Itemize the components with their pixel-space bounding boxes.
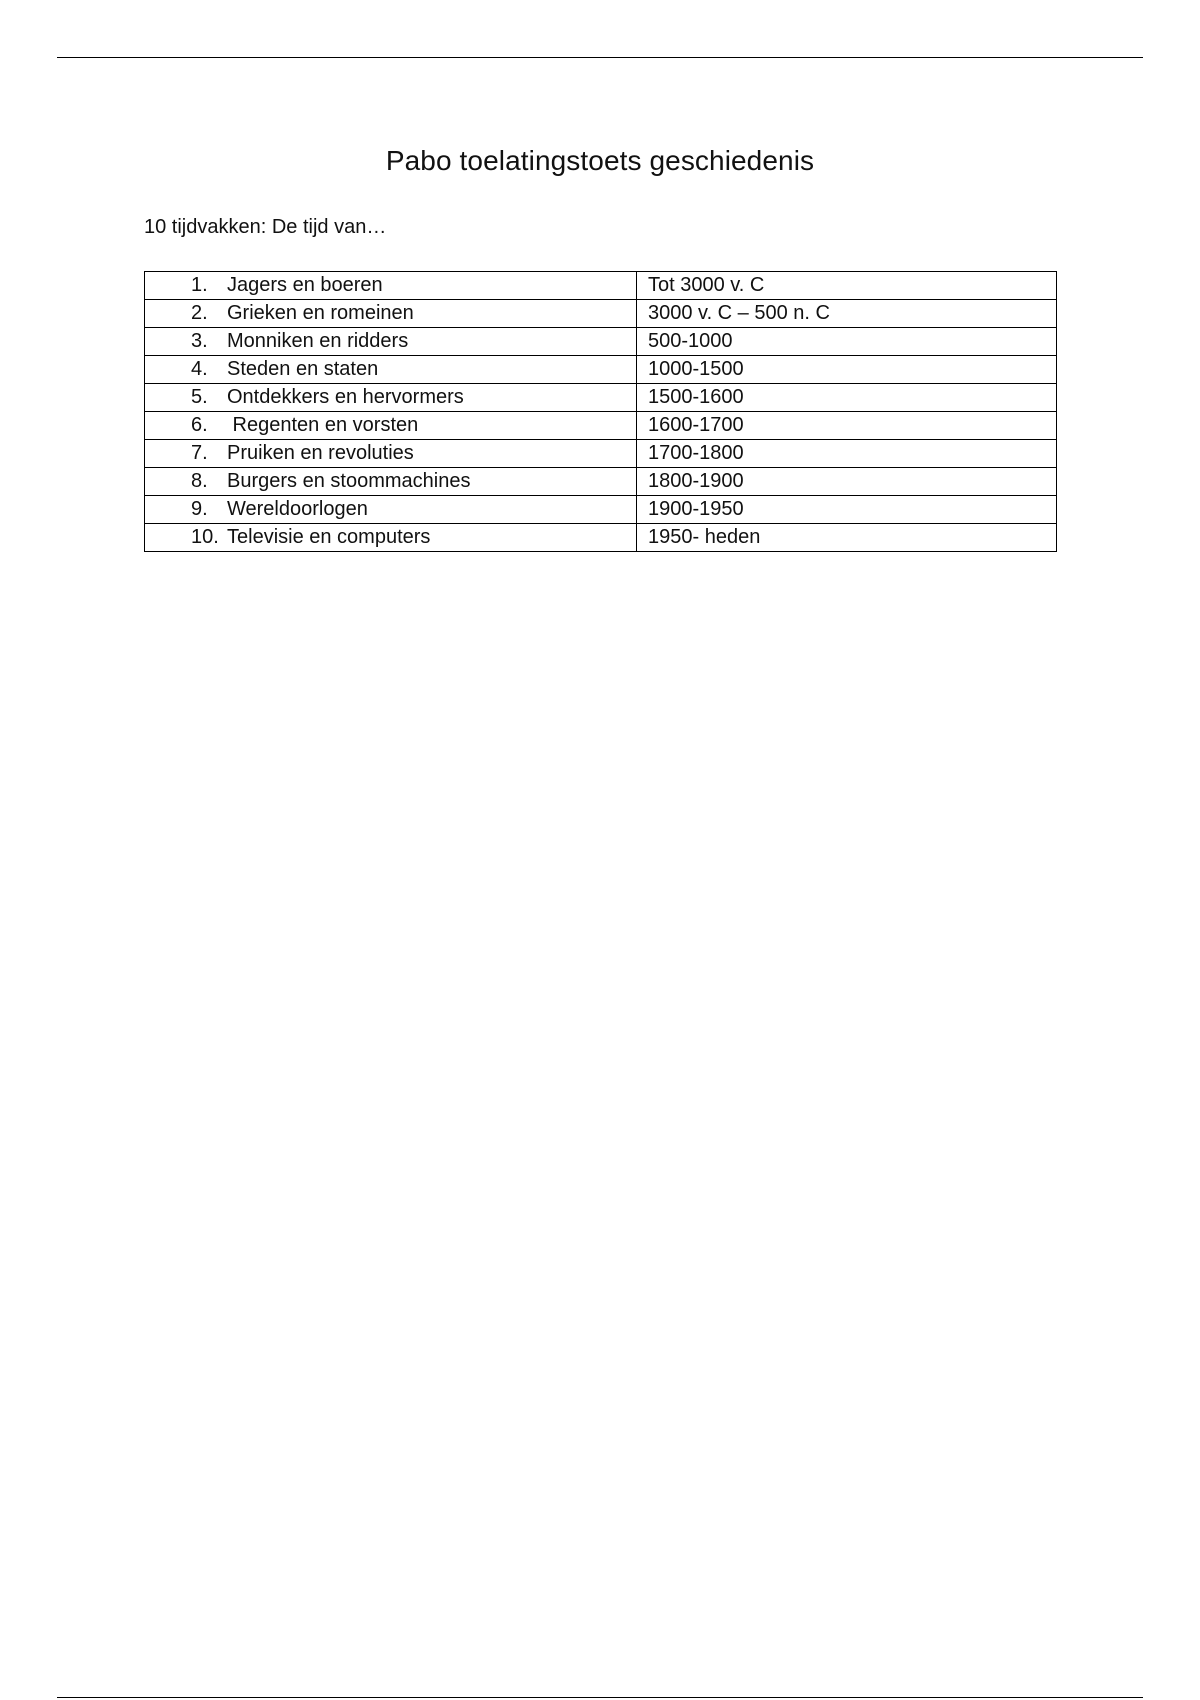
period-number: 9. — [191, 498, 208, 520]
periods-table — [144, 271, 1057, 552]
period-span: 1000-1500 — [637, 356, 1057, 384]
period-span: 1900-1950 — [637, 496, 1057, 524]
table-row — [145, 384, 1057, 412]
table-row — [145, 328, 1057, 356]
period-name: Ontdekkers en hervormers — [227, 386, 464, 408]
period-number: 1. — [191, 274, 208, 296]
period-number: 10. — [191, 526, 219, 548]
period-name: Jagers en boeren — [227, 274, 383, 296]
table-row — [145, 356, 1057, 384]
period-name: Pruiken en revoluties — [227, 442, 414, 464]
period-name: Televisie en computers — [227, 526, 431, 548]
period-number: 7. — [191, 442, 208, 464]
period-span: 1600-1700 — [637, 412, 1057, 440]
period-name: Steden en staten — [227, 358, 379, 380]
period-name-cell — [145, 356, 637, 384]
period-span: 1950- heden — [637, 524, 1057, 552]
period-name-cell — [145, 300, 637, 328]
intro-text: 10 tijdvakken: De tijd van… — [144, 216, 387, 238]
period-span: 500-1000 — [637, 328, 1057, 356]
period-name-cell — [145, 384, 637, 412]
period-number: 6. — [191, 414, 208, 436]
period-name-cell — [145, 524, 637, 552]
period-name: Grieken en romeinen — [227, 302, 414, 324]
table-row — [145, 440, 1057, 468]
page-bottom-rule — [57, 1697, 1143, 1698]
period-name-cell — [145, 440, 637, 468]
period-name-cell — [145, 328, 637, 356]
period-name: Regenten en vorsten — [227, 414, 419, 436]
period-number: 4. — [191, 358, 208, 380]
period-number: 8. — [191, 470, 208, 492]
table-row — [145, 524, 1057, 552]
period-span: 1500-1600 — [637, 384, 1057, 412]
period-span: 1700-1800 — [637, 440, 1057, 468]
period-name: Monniken en ridders — [227, 330, 409, 352]
period-number: 2. — [191, 302, 208, 324]
table-row — [145, 412, 1057, 440]
period-name: Wereldoorlogen — [227, 498, 368, 520]
period-name-cell — [145, 496, 637, 524]
period-number: 5. — [191, 386, 208, 408]
table-row — [145, 468, 1057, 496]
page-top-rule — [57, 57, 1143, 58]
page-title: Pabo toelatingstoets geschiedenis — [385, 145, 815, 176]
period-name-cell — [145, 468, 637, 496]
period-span: 1800-1900 — [637, 468, 1057, 496]
table-row — [145, 496, 1057, 524]
table-row — [145, 272, 1057, 300]
period-name: Burgers en stoommachines — [227, 470, 471, 492]
period-name-cell — [145, 272, 637, 300]
table-row — [145, 300, 1057, 328]
period-span: 3000 v. C – 500 n. C — [637, 300, 1057, 328]
period-span: Tot 3000 v. C — [637, 272, 1057, 300]
period-number: 3. — [191, 330, 208, 352]
period-name-cell — [145, 412, 637, 440]
